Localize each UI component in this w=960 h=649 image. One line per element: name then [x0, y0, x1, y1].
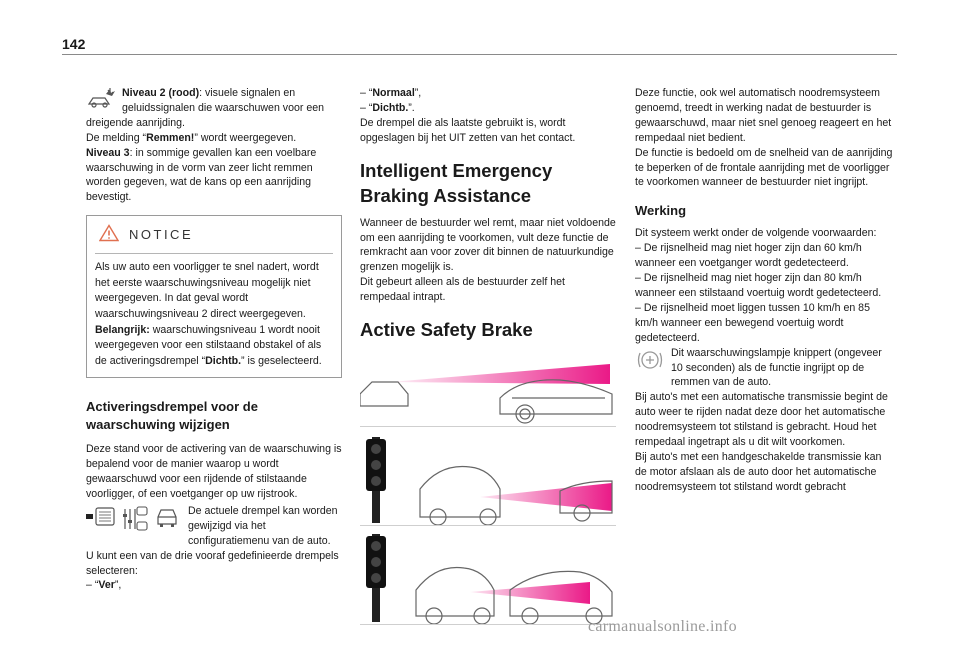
purpose-paragraph: De functie is bedoeld om de snelheid van de aanrijding te beperken of de frontale aanrijding met de voorligger te voorkomen wanneer de bestuurder niet ingrijpt. — [635, 146, 893, 189]
asb-heading: Active Safety Brake — [360, 319, 533, 341]
option-ver-post: ”, — [114, 579, 122, 592]
warning-triangle-icon — [99, 224, 119, 247]
notice-divider — [95, 253, 333, 254]
option-dichtb — [360, 101, 616, 116]
config-icons — [86, 506, 180, 537]
condition-moving: – De rijsnelheid moet liggen tussen 10 km/h en 85 km/h wanneer een bewegend voertuig wordt gedetecteerd. — [635, 301, 870, 344]
figure-traffic-light — [360, 433, 616, 526]
notice-text-3: ” is geselecteerd. — [241, 354, 322, 367]
melding-message: Remmen! — [146, 131, 195, 144]
condition-stationary: – De rijsnelheid mag niet hoger zijn dan 80 km/h wanneer een stilstaand voertuig wordt gedetecteerd. — [635, 272, 882, 299]
column-1 — [86, 86, 342, 593]
level3-paragraph — [86, 146, 342, 206]
lamp-paragraph — [635, 346, 895, 391]
melding-pre: De melding “ — [86, 131, 147, 144]
iebA-heading: Intelligent Emergency Braking Assistance — [360, 159, 553, 206]
page-number: 142 — [62, 36, 86, 52]
notice-important-label: Belangrijk: — [95, 323, 150, 336]
header-rule — [62, 54, 897, 55]
car-collision-icon — [86, 86, 116, 115]
notice-text-1: Als uw auto een voorligger te snel nadert, wordt het eerste waarschuwingsniveau mogelijk niet weergegeven. In dat geval wordt waarschuwingsniveau 2 direct weergegeven. — [95, 261, 319, 320]
function-paragraph: Deze functie, ook wel automatisch noodremsysteem genoemd, treedt in werking nadat de bestuurder is gewaarschuwd, maar niet snel genoeg reageert en het rempedaal niet bedient. — [635, 87, 892, 144]
werking-heading: Werking — [635, 203, 687, 219]
brake-warning-icon — [635, 348, 665, 377]
stored-paragraph: De drempel die als laatste gebruikt is, wordt opgeslagen bij het UIT zetten van het contact. — [360, 116, 576, 144]
option-dichtb-pre: – “ — [360, 101, 373, 114]
car-front-icon — [154, 506, 180, 537]
option-dichtb-label: Dichtb. — [372, 101, 409, 114]
brake-pedal-paragraph: Dit gebeurt alleen als de bestuurder zelf het rempedaal intrapt. — [360, 276, 565, 304]
notice-box — [86, 215, 342, 378]
notice-text-2: waarschuwingsniveau 1 wordt nooit weergegeven voor een stilstaand obstakel of als de activeringsdrempel “ — [95, 323, 322, 367]
option-normaal-pre: – “ — [360, 87, 373, 99]
notice-text — [95, 260, 333, 369]
column-3 — [635, 86, 895, 495]
notice-header — [95, 224, 333, 253]
traffic-light-icon — [366, 437, 386, 523]
level2-paragraph — [86, 86, 342, 131]
option-normaal — [360, 86, 616, 101]
level3-label: Niveau 3 — [86, 146, 130, 159]
melding-paragraph — [86, 131, 342, 146]
automatic-paragraph: Bij auto's met een automatische transmissie begint de auto weer te rijden nadat deze door het automatische noodremsysteem tot stilstand is gebracht. Houd het rempedaal ingetrapt als u dit wilt voorkomen. — [635, 391, 888, 449]
manual-paragraph: Bij auto's met een handgeschakelde transmissie kan de motor afslaan als de auto door het automatische noodremsysteem tot stilstand wordt gebracht — [635, 450, 882, 493]
condition-pedestrian: – De rijsnelheid mag niet hoger zijn dan 60 km/h wanneer een voetganger wordt gedetecteerd. — [635, 242, 862, 270]
select-paragraph: U kunt een van de drie vooraf gedefinieerde drempels selecteren: — [86, 549, 339, 577]
notice-title: NOTICE — [129, 227, 194, 243]
config-paragraph — [86, 504, 342, 549]
threshold-heading: Activeringsdrempel voor de waarschuwing wijzigen — [86, 399, 258, 433]
threshold-paragraph: Deze stand voor de activering van de waarschuwing is bepalend voor de manier waarop u wordt gewaarschuwd voor een rijdende of stilstaande voorligger, of een voetganger op uw rijstrook. — [86, 443, 342, 501]
notice-dichtb: Dichtb. — [205, 354, 242, 367]
level3-text: : in sommige gevallen kan een voelbare waarschuwing in de vorm van zeer licht remmen worden gegeven, wat de kans op een aanrijding bevestigt. — [86, 146, 317, 204]
screen-menu-icon — [86, 506, 116, 537]
watermark: carmanualsonline.info — [588, 618, 737, 635]
level2-label: Niveau 2 (rood) — [122, 87, 200, 99]
option-ver-pre: – “ — [86, 579, 99, 592]
option-dichtb-post: ”. — [408, 101, 415, 114]
level2-text: : visuele signalen en geluidssignalen die waarschuwen voor een dreigende aanrijding. — [86, 87, 325, 129]
conditions-intro: Dit systeem werkt onder de volgende voorwaarden: — [635, 227, 877, 240]
iebA-paragraph: Wanneer de bestuurder wel remt, maar niet voldoende om een aanrijding te voorkomen, vult deze functie de remkracht aan voor zover dit binnen de natuurkundige grenzen mogelijk is. — [360, 216, 616, 274]
lamp-text: Dit waarschuwingslampje knippert (ongeveer 10 seconden) als de functie ingrijpt op de remmen van de auto. — [671, 346, 882, 389]
figure-car-ahead — [360, 354, 616, 427]
config-text: De actuele drempel kan worden gewijzigd via het configuratiemenu van de auto. — [188, 504, 338, 547]
option-ver-label: Ver — [98, 579, 115, 592]
option-ver — [86, 578, 342, 593]
option-normaal-label: Normaal — [372, 87, 415, 99]
melding-post: ” wordt weergegeven. — [194, 131, 297, 144]
figure-stopped-car — [360, 532, 616, 625]
settings-list-icon — [122, 506, 148, 537]
option-normaal-post: ”, — [414, 87, 422, 99]
column-2 — [360, 86, 616, 631]
